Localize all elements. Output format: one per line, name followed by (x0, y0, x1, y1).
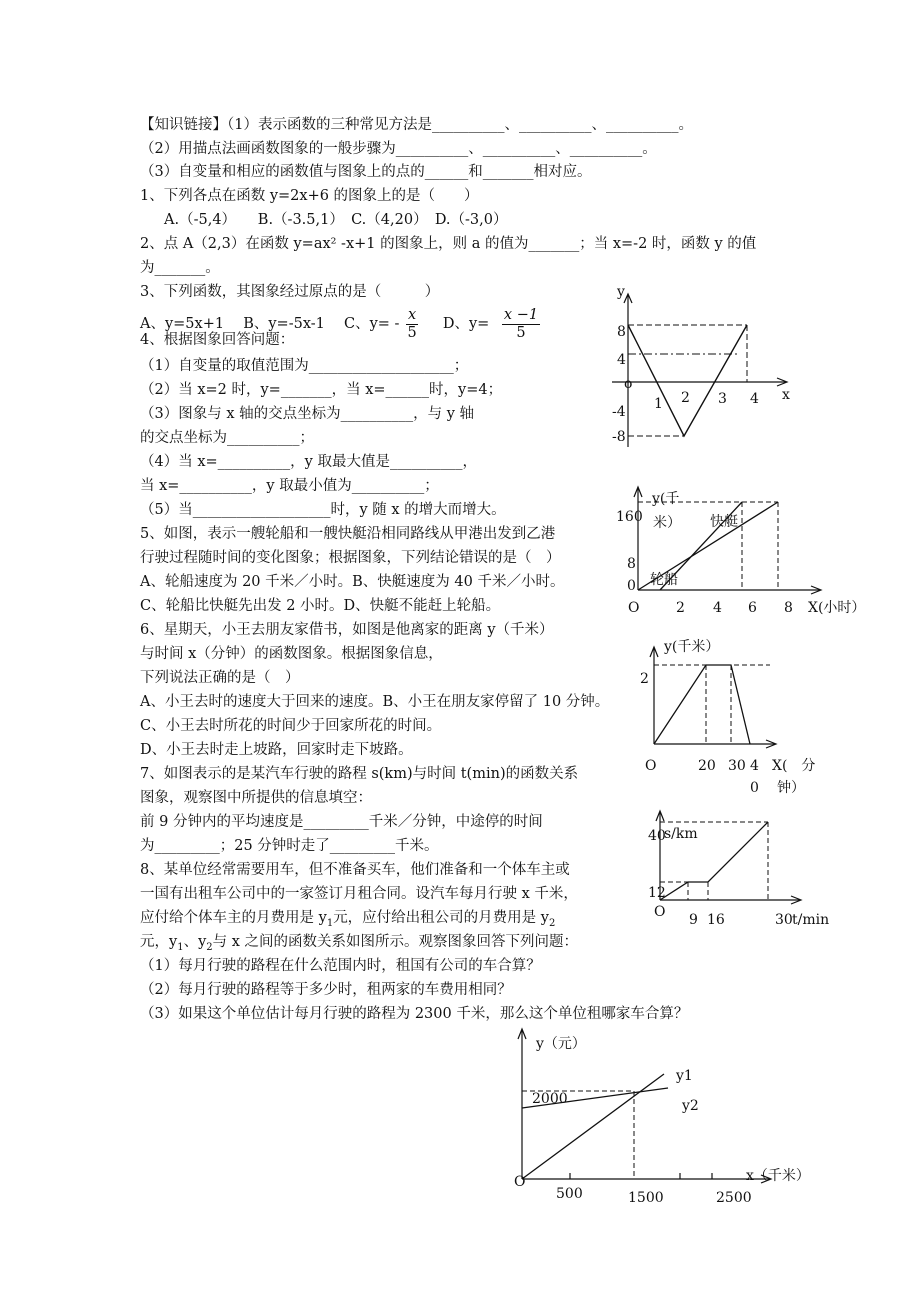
line3-part1: 应付给个体车主的月费用是 y (140, 910, 327, 926)
question-6-option-d: D、小王去时走上坡路，回家时走下坡路。 (140, 742, 413, 758)
knowledge-link-q3: （3）自变量和相应的函数值与图象上的点的______和_______相对应。 (140, 164, 592, 180)
x-tick-2: 2 (681, 390, 690, 406)
origin-label: O (654, 904, 666, 920)
speedboat-label: 快艇 (710, 514, 738, 530)
question-4-part2: （2）当 x=2 时，y=_______，当 x=______时，y=4； (140, 382, 503, 398)
question-7-line2: 图象，观察图中所提供的信息填空： (140, 790, 372, 806)
question-7-line3: 前 9 分钟内的平均速度是_________千米／分钟，中途停的时间 (140, 814, 543, 830)
y-tick-12: 12 (648, 885, 666, 901)
fraction-c-denominator: 5 (407, 324, 417, 341)
line3-part2: 元，应付给出租公司的月费用是 y (333, 910, 549, 926)
question-5-line2: 行驶过程随时间的变化图象；根据图象，下列结论错误的是（ ） (140, 550, 561, 566)
question-4-part5: （5）当___________________时，y 随 x 的增大而增大。 (140, 502, 506, 518)
x-tick-9: 9 (689, 912, 698, 928)
y1-line (522, 1074, 664, 1179)
question-4-part1: （1）自变量的取值范围为____________________； (140, 358, 469, 374)
question-6-line2: 与时间 x（分钟）的函数图象。根据图象信息， (140, 646, 443, 662)
option-text-d: D、y= (442, 316, 490, 332)
x-tick-30: 30 (728, 758, 746, 774)
y-tick-minus8: -8 (612, 429, 626, 445)
y-tick-2: 2 (640, 671, 649, 687)
question-1-options: A.（-5,4） B.（-3.5,1） C.（4,20） D.（-3,0） (164, 212, 508, 228)
x-axis-label: x (782, 387, 790, 403)
question-2-line1: 2、点 A（2,3）在函数 y=ax² -x+1 的图象上，则 a 的值为_______；当 x=-2 时，函数 y 的值 (140, 236, 757, 252)
question-8-part1: （1）每月行驶的路程在什么范围内时，租国有公司的车合算？ (140, 958, 541, 974)
x-axis-label: X( 分 (772, 758, 816, 774)
question-4-part3-cont: 的交点坐标为__________； (140, 430, 314, 446)
x-tick-500: 500 (556, 1186, 583, 1202)
x-tick-1: 1 (654, 396, 663, 412)
question-4-part4: （4）当 x=__________，y 取最大值是__________， (140, 454, 477, 470)
question-8-part3: （3）如果这个单位估计每月行驶的路程为 2300 千米，那么这个单位租哪家车合算？ (140, 1006, 689, 1022)
question-6-line3: 下列说法正确的是（ ） (140, 670, 300, 686)
subscript-2: 2 (206, 941, 213, 953)
fraction-d-numerator: x −1 (503, 306, 539, 323)
y-axis-label: y（元） (536, 1036, 586, 1052)
question-5-options-cd: C、轮船比快艇先出发 2 小时。D、快艇不能赶上轮船。 (140, 598, 501, 614)
x-tick-2500: 2500 (716, 1190, 752, 1206)
x-tick-6: 6 (748, 600, 757, 616)
fraction-d-denominator: 5 (516, 324, 526, 341)
question-7-line1: 7、如图表示的是某汽车行驶的路程 s(km)与时间 t(min)的函数关系 (140, 766, 579, 782)
question-4-part3: （3）图象与 x 轴的交点坐标为__________，与 y 轴 (140, 406, 475, 422)
question-2-line2: 为_______。 (140, 260, 220, 276)
subscript-1: 1 (177, 941, 184, 953)
line4-part2: 、y (183, 934, 207, 950)
origin-label: O (628, 600, 640, 616)
x-tick-20: 20 (698, 758, 716, 774)
y-tick-40: 40 (648, 828, 666, 844)
y1-label: y1 (676, 1068, 693, 1084)
ship-label: 轮船 (650, 572, 678, 588)
question-7-line4: 为_________；25 分钟时走了_________千米。 (140, 838, 439, 854)
question-5-options-ab: A、轮船速度为 20 千米／小时。B、快艇速度为 40 千米／小时。 (140, 574, 565, 590)
line4-part3: 与 x 之间的函数关系如图所示。观察图象回答下列问题： (212, 934, 579, 950)
y-tick-160: 160 (616, 509, 643, 525)
x-tick-4: 4 (713, 600, 722, 616)
x-tick-1500: 1500 (628, 1190, 664, 1206)
question-4-part4-cont: 当 x=__________，y 取最小值为__________； (140, 478, 439, 494)
question-5-line1: 5、如图，表示一艘轮船和一艘快艇沿相同路线从甲港出发到乙港 (140, 526, 556, 542)
y-tick-4: 4 (617, 352, 626, 368)
y-tick-8: 8 (617, 324, 626, 340)
knowledge-link-q2: （2）用描点法画函数图象的一般步骤为__________、__________、__________。 (140, 141, 657, 157)
x-tick-30: 30 (775, 912, 793, 928)
y-tick-8: 8 (627, 556, 636, 572)
question-3: 3、下列函数，其图象经过原点的是（ ） (140, 284, 440, 300)
x-tick-16: 16 (707, 912, 725, 928)
line4-part1: 元，y (140, 934, 178, 950)
y-axis-label: y(千 (652, 491, 680, 507)
option-text-a-c: A、y=5x+1 B、y=-5x-1 C、y= - (140, 316, 400, 332)
question-8-line1: 8、某单位经常需要用车，但不准备买车，他们准备和一个体车主或 (140, 862, 570, 878)
y-tick-2000: 2000 (532, 1091, 568, 1107)
y-axis-label: s/km (664, 826, 698, 842)
y-axis-label: y (617, 284, 625, 300)
question-6-line1: 6、星期天，小王去朋友家借书，如图是他离家的距离 y（千米） (140, 622, 554, 638)
x-tick-3: 3 (718, 391, 727, 407)
x-axis-label: X(小时） (808, 600, 866, 616)
question-6-option-c: C、小王去时所花的时间少于回家所花的时间。 (140, 718, 442, 734)
x-axis-label: x（千米） (746, 1168, 810, 1184)
question-1: 1、下列各点在函数 y=2x+6 的图象上的是（ ） (140, 188, 479, 204)
question-8-line2: 一国有出租车公司中的一家签订月租合同。设汽车每月行驶 x 千米， (140, 886, 578, 902)
x-tick-4: 4 (750, 391, 759, 407)
question-6-options-ab: A、小王去时的速度大于回来的速度。B、小王在朋友家停留了 10 分钟。 (140, 694, 610, 710)
y-tick-minus4: -4 (612, 404, 626, 420)
origin-label: O (514, 1174, 526, 1190)
x-axis-label: t/min (792, 912, 830, 928)
x-tick-8: 8 (784, 600, 793, 616)
origin-label: O (645, 758, 657, 774)
y-axis-label: y(千米） (664, 639, 720, 655)
y-axis-label-cont: 米） (653, 515, 681, 531)
question-8-part2: （2）每月行驶的路程等于多少时，租两家的车费用相同？ (140, 982, 512, 998)
origin-label: o (624, 376, 633, 392)
subscript-1: 1 (326, 917, 334, 929)
y2-label: y2 (682, 1098, 699, 1114)
x-tick-2: 2 (676, 600, 685, 616)
question-4: 4、根据图象回答问题： (140, 332, 295, 348)
x-axis-label-cont: 钟） (777, 780, 805, 796)
subscript-2: 2 (549, 917, 556, 929)
x-tick-wrap: 0 (750, 780, 759, 796)
y-tick-0: 0 (627, 578, 636, 594)
fraction-c-numerator: x (408, 306, 417, 323)
x-tick-4: 4 (750, 758, 759, 774)
knowledge-link-q1: 【知识链接】（1）表示函数的三种常见方法是__________、__________、__________。 (140, 117, 693, 133)
